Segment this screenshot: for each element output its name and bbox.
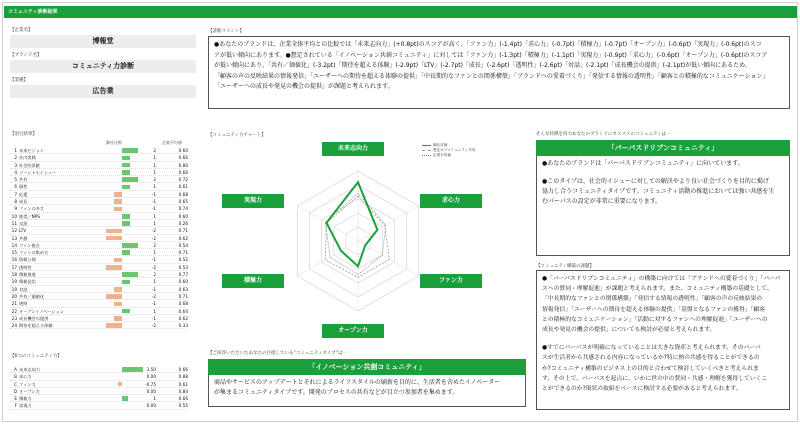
recommend-line: 商品やサービスのアップデートとそれによるライフスタイルの刷新を目的に、生活者を含めたイノベーター	[214, 379, 501, 386]
score-bar	[122, 163, 130, 168]
score-row	[10, 183, 186, 190]
industry-value: 広告業	[10, 85, 196, 98]
suggest-line: むパーパスの設定が非常に重要になります。	[542, 198, 662, 205]
score-diff-value: 1	[153, 220, 156, 226]
score-row-name: ファンの多さ	[19, 206, 45, 212]
score-row-no: 19	[11, 286, 17, 292]
score-bar	[122, 280, 130, 285]
score-diff-value: -2	[151, 235, 156, 241]
score-row-name: 透明性	[19, 264, 32, 270]
score-row	[10, 322, 186, 329]
issue-heading: 【コミュニティ構築の課題】	[536, 264, 595, 269]
score-avg-value: 0.72	[178, 177, 188, 183]
score-row	[10, 308, 186, 315]
six-row-letter: C	[14, 381, 17, 387]
recommend-body	[208, 375, 526, 407]
score-row-no: 8	[14, 199, 17, 205]
score-row-no: 14	[11, 242, 17, 248]
score-diff-value: 1	[153, 308, 156, 314]
score-diff-value: -2	[151, 293, 156, 299]
score-diff-value: -1	[151, 315, 156, 321]
chart-heading: 【コミュニティ力チャート】	[208, 133, 266, 138]
score-row	[10, 315, 186, 322]
score-row	[10, 198, 186, 205]
six-row	[10, 388, 186, 395]
legend-item	[422, 153, 475, 158]
score-diff-value: -1	[151, 206, 156, 212]
six-row-name: 求心力	[19, 374, 32, 380]
score-row-name: 個性	[19, 184, 28, 190]
six-row	[10, 395, 186, 402]
chart-legend	[422, 143, 475, 158]
six-avg-value: 0.66	[178, 396, 188, 402]
header-bar	[4, 6, 797, 18]
issue-line: スへの賛同・理解促進」が課題と考えられます。また、コミュニティ構築の基礎として、	[542, 286, 773, 293]
score-bar	[122, 243, 138, 248]
score-row-name: 透明	[19, 301, 28, 307]
score-avg-value: 0.26	[178, 220, 188, 226]
brand-label: 【ブランド名】	[10, 53, 42, 58]
six-row-name: オープン力	[19, 388, 40, 394]
issue-line: とができるのか?現状の取組をベースに検討する必要があると考えられます。	[542, 386, 742, 393]
six-diff-value: -0.75	[145, 381, 156, 387]
score-row	[10, 278, 186, 285]
score-row-name: 共有／価値化	[19, 293, 45, 299]
six-bar	[118, 382, 123, 387]
score-row-name: ファンの集め方	[19, 250, 49, 256]
score-bar	[122, 185, 130, 190]
score-avg-value: 0.68	[178, 191, 188, 197]
comment-box	[208, 36, 790, 109]
score-diff-value: 1	[153, 162, 156, 168]
suggest-heading: そんな特徴を持つあなたのブランドにオススメのコミュニティは一	[536, 132, 671, 137]
score-diff-value: 1	[153, 184, 156, 190]
score-row-name: 成長機会の提供	[19, 315, 49, 321]
score-row	[10, 242, 186, 249]
score-bar	[106, 265, 122, 270]
legend-label: 御社評価	[433, 143, 448, 147]
score-diff-value: 1	[153, 250, 156, 256]
score-row	[10, 286, 186, 293]
score-row-name: 共創	[19, 235, 28, 241]
score-bar	[122, 170, 130, 175]
six-row-name: ファン力	[19, 381, 36, 387]
comment-line: が低い傾向にあり、「共有／価値化」(-3.2pt)「期待を超える体験」(-2.9pt)「LTV」(-2.7pt)「成長」(-2.6pt)「透明性」(-2.6pt)「対話」(-2.1pt)「成長機会の提供」(-2.1pt)が低い傾向にあるため、	[214, 62, 751, 69]
score-heading: 【項目結果】	[10, 132, 37, 137]
score-avg-value: 0.62	[178, 235, 188, 241]
score-avg-value: 0.53	[178, 264, 188, 270]
score-bar	[114, 258, 122, 263]
issue-line: す。その上で、パーパスを起点に、いかに世の中の賛同・共感・理解を獲得していくこ	[542, 375, 768, 382]
axis-label-open: オープン力	[322, 324, 384, 338]
suggest-title: 「パーパスドリブンコミュニティ」	[536, 140, 790, 156]
comment-heading: 【診断コメント】	[208, 29, 244, 34]
score-avg-value: 0.65	[178, 199, 188, 205]
six-diff-value: 3.50	[146, 367, 156, 372]
six-row-letter: F	[14, 403, 17, 409]
issue-line: 「中長期的なファンとの関係構築」「発信する情報の透明性」「顧客の声の反映結果の	[542, 296, 763, 303]
recommend-title: 「イノベーション共創コミュニティ」	[208, 359, 526, 375]
six-avg-value: 0.84	[178, 388, 188, 394]
score-table	[10, 147, 186, 329]
score-row-no: 18	[11, 272, 17, 278]
six-row-letter: A	[14, 367, 17, 372]
score-row-name: ソーシャルイシュー	[19, 169, 57, 175]
score-diff-value: 1	[153, 213, 156, 219]
score-row-no: 23	[11, 315, 17, 321]
score-row-no: 20	[11, 293, 17, 299]
score-row-no: 12	[11, 228, 17, 234]
score-avg-value: 0.60	[178, 279, 188, 285]
score-row-name: 期待を超える体験	[19, 323, 53, 329]
score-row-no: 17	[11, 264, 17, 270]
score-row	[10, 256, 186, 263]
brand-info	[10, 27, 196, 102]
legend-swatch	[422, 155, 431, 156]
score-diff-value: 1	[153, 279, 156, 285]
score-row	[10, 300, 186, 307]
six-row	[10, 381, 186, 388]
score-bar	[106, 323, 122, 328]
score-row	[10, 205, 186, 212]
industry-label: 【業種】	[10, 78, 28, 83]
score-row-no: 5	[14, 177, 17, 183]
six-diff-value: 1	[153, 396, 156, 402]
score-diff-value: -2	[151, 264, 156, 270]
score-bar	[122, 221, 130, 226]
score-row-name: 推奨／NPS	[19, 213, 40, 219]
score-row-name: 情報公開	[19, 257, 36, 263]
score-col-avg: 企業平均値	[162, 140, 182, 145]
score-row-no: 15	[11, 250, 17, 256]
score-bar	[122, 156, 130, 161]
score-row	[10, 176, 186, 183]
score-row	[10, 220, 186, 227]
score-row-no: 11	[11, 220, 17, 226]
score-bar	[114, 192, 122, 197]
score-row-name: LTV	[19, 228, 27, 234]
score-avg-value: 0.33	[178, 323, 188, 329]
suggest-line: 協力し合うコミュニティタイプです。コミュニティ活動の推進においては強い共感を生	[542, 188, 775, 195]
six-row	[10, 402, 186, 409]
issue-line: 成長や発見の機会の提供」についても検討が必要と考えられます。	[542, 327, 716, 334]
score-row-name: 社会的貢献	[19, 162, 40, 168]
score-avg-value: 0.66	[178, 155, 188, 161]
score-row-no: 1	[14, 148, 17, 153]
score-avg-value: 0.60	[178, 148, 188, 153]
score-row-name: 未来ビジョン	[19, 148, 45, 153]
axis-label-mirai: 未来志向力	[322, 142, 384, 156]
legend-label: 想定オブコミュニティ平均	[433, 148, 476, 152]
company-label: 【企業名】	[10, 28, 33, 33]
score-diff-value: 1	[153, 155, 156, 161]
score-row	[10, 235, 186, 242]
six-row-name: 未来志向力	[19, 367, 40, 372]
score-bar	[106, 229, 122, 234]
score-bar	[114, 316, 122, 321]
issue-body	[536, 270, 790, 410]
score-avg-value: 0.63	[178, 286, 188, 292]
score-avg-value: 0.71	[178, 250, 188, 256]
suggest-body	[536, 156, 790, 256]
six-heading: 【6つのコミュニティ力】	[10, 354, 62, 359]
radar-series-line	[326, 182, 377, 266]
axis-label-kyushin: 求心力	[420, 194, 482, 208]
six-avg-value: 0.88	[178, 374, 188, 380]
score-diff-value: -1	[151, 191, 156, 197]
score-row-no: 21	[11, 301, 17, 307]
axis-label-jitsugen: 実現力	[222, 194, 284, 208]
legend-label: 企業平均値	[433, 153, 451, 157]
issue-line: 情報発信」「ユーザーへの期待を超える体験の提供」「基盤となるファンの獲得」「顧客	[542, 306, 766, 313]
score-row-no: 6	[14, 184, 17, 190]
score-row	[10, 191, 186, 198]
brand-value: コミュニティ力診断	[10, 60, 196, 73]
score-diff-value: -1	[151, 286, 156, 292]
score-row-name: 共有	[19, 177, 28, 183]
six-row-name: 実現力	[19, 403, 32, 409]
score-avg-value: 0.64	[178, 308, 188, 314]
issue-line: か?コミュニティ構築のビジネス上の目的と合わせて検討していくべきと考えられま	[542, 365, 759, 372]
score-avg-value: 0.62	[178, 315, 188, 321]
score-bar	[122, 148, 138, 153]
score-row	[10, 213, 186, 220]
axis-label-fan: ファン力	[420, 274, 482, 288]
score-row	[10, 154, 186, 161]
score-bar	[122, 250, 130, 255]
axis-label-sekkyoku: 積極力	[222, 274, 284, 288]
score-diff-value: -1	[151, 199, 156, 205]
score-row	[10, 264, 186, 271]
score-row-no: 9	[14, 206, 17, 212]
six-diff-value: 0.00	[146, 403, 156, 409]
score-avg-value: 0.66	[178, 169, 188, 175]
score-row-no: 24	[11, 323, 17, 329]
six-row	[10, 373, 186, 380]
suggest-line: ●あなたのブランドは「パーパスドリブンコミュニティ」に向いています。	[542, 160, 744, 167]
score-diff-value: 2	[153, 148, 156, 153]
score-row-name: 対話	[19, 286, 28, 292]
radar-series-line	[325, 193, 386, 274]
legend-swatch	[422, 150, 431, 151]
score-bar	[106, 294, 122, 299]
score-bar	[114, 302, 122, 307]
score-avg-value: 0.71	[178, 293, 188, 299]
score-row-name: 成長	[19, 199, 28, 205]
radar-svg	[208, 138, 526, 343]
score-row-name: 社内実践	[19, 155, 36, 161]
issue-line: との積極的なコミュニケーション」「活動に対するファンへの理解促進」「ユーザーへの	[542, 316, 768, 323]
score-diff-value: -1	[151, 301, 156, 307]
score-row-no: 10	[11, 213, 17, 219]
score-row-name: オープンイノベーション	[19, 308, 64, 314]
six-table	[10, 366, 186, 410]
comment-line: 「ユーザーへの成長や発見の機会の提供」が課題と考えられます。	[214, 83, 394, 90]
score-bar	[114, 199, 122, 204]
score-diff-value: 2	[153, 242, 156, 248]
score-row-no: 22	[11, 308, 17, 314]
score-row	[10, 249, 186, 256]
comment-line: アが低い傾向にあります。●想定されている「イノベーション共創コミュニティ」に対しては「ファン力」(-1.3pt)「積極力」(-1.1pt)「実現力」(-0.9pt)「求心力」(-0.6pt)「オープン力」(-0.6pt)のスコア	[214, 51, 768, 59]
score-bar	[106, 236, 122, 241]
score-diff-value: 2	[153, 272, 156, 278]
score-row-no: 2	[14, 155, 17, 161]
score-row	[10, 227, 186, 234]
six-row	[10, 366, 186, 373]
score-bar	[122, 272, 138, 277]
recommend-heading: 【ご回答いただいたあなたの目指している“コミュニティタイプ”は一	[208, 351, 347, 356]
score-bar	[122, 214, 130, 219]
radar-spoke	[358, 241, 419, 276]
comment-line: ●あなたのブランドは、企業全体平均との比較では「未来志向力」(+0.8pt)のスコアが高く、「ファン力」(-1.4pt)「求心力」(-0.7pt)「積極力」(-0.7pt)「オープン力」(-0.6pt)「実現力」(-0.6pt)のスコ	[214, 41, 762, 48]
score-diff-value: 1	[153, 169, 156, 175]
six-avg-value: 0.61	[178, 381, 188, 387]
six-row-letter: E	[14, 396, 17, 402]
score-bar	[114, 207, 122, 212]
score-row	[10, 147, 186, 154]
score-avg-value: 0.77	[178, 272, 188, 278]
score-avg-value: 0.68	[178, 301, 188, 307]
six-diff-value: 0.00	[146, 374, 156, 380]
six-bar	[122, 396, 128, 401]
header-title: コミュニティ診断結果	[8, 9, 58, 15]
score-row-no: 16	[11, 257, 17, 263]
comment-line: 「顧客の声の反映結果の情報発信」「ユーザーへの期待を超える体験の提供」「中長期的なファンとの関係構築」「ブランドへの愛着づくり」「発信する情報の透明性」「顧客との積極的なコミュニケーション」	[214, 72, 769, 80]
radar-chart	[208, 138, 526, 343]
score-diff-value: -2	[151, 228, 156, 234]
six-avg-value: 0.66	[178, 367, 188, 372]
issue-line: スが生活者から共感される内容になっているか?特に熱の共感を得ることができるの	[542, 355, 760, 362]
radar-spoke	[358, 206, 419, 241]
score-row	[10, 169, 186, 176]
score-diff-value: -1	[151, 257, 156, 263]
score-avg-value: 0.61	[178, 184, 188, 190]
score-row	[10, 293, 186, 300]
score-avg-value: 0.80	[178, 162, 188, 168]
score-diff-value: 2	[153, 177, 156, 183]
score-bar	[114, 287, 122, 292]
score-avg-value: 0.74	[178, 206, 188, 212]
score-col-diff: 御社比較	[106, 140, 122, 145]
score-row-name: 積極発信	[19, 279, 36, 285]
suggest-line: ●このタイプは、社会的イシューに対しての解決やより良い社会づくりを目的に掲げ	[542, 178, 769, 185]
score-row	[10, 271, 186, 278]
score-bar	[122, 309, 130, 314]
score-row-no: 3	[14, 162, 17, 168]
company-value: 博報堂	[10, 35, 196, 48]
legend-swatch	[422, 145, 431, 146]
score-row-no: 4	[14, 169, 17, 175]
score-avg-value: 0.52	[178, 257, 188, 263]
six-row-letter: D	[13, 388, 17, 394]
score-row-no: 19	[11, 279, 17, 285]
score-row-name: 積極推進	[19, 272, 36, 278]
issue-line: ●すでにパーパスが明確になっていることは大きな資産と考えられます。そのパーパ	[542, 345, 761, 352]
score-row-name: 応援	[19, 191, 28, 197]
recommend-line: が集まるコミュニティタイプです。開発のプロセスの共有などが目立つ参加者を集めます。	[214, 389, 459, 396]
issue-line: ●「パーパスドリブンコミュニティ」の構築に向けては「ブランドへの愛着づくり」「パーパ	[542, 276, 781, 282]
score-avg-value: 0.60	[178, 213, 188, 219]
score-bar	[122, 177, 138, 182]
score-avg-value: 0.54	[178, 242, 188, 248]
score-avg-value: 0.71	[178, 228, 188, 234]
score-row-name: ファン接点	[19, 242, 40, 248]
six-avg-value: 0.55	[178, 403, 188, 409]
six-diff-value: 0.00	[146, 388, 156, 394]
six-row-name: 積極力	[19, 396, 32, 402]
score-row	[10, 162, 186, 169]
score-row-no: 13	[11, 235, 17, 241]
score-row-name: 交流	[19, 220, 28, 226]
score-diff-value: -2	[151, 323, 156, 329]
six-row-letter: B	[14, 374, 17, 380]
score-row-no: 7	[14, 191, 17, 197]
